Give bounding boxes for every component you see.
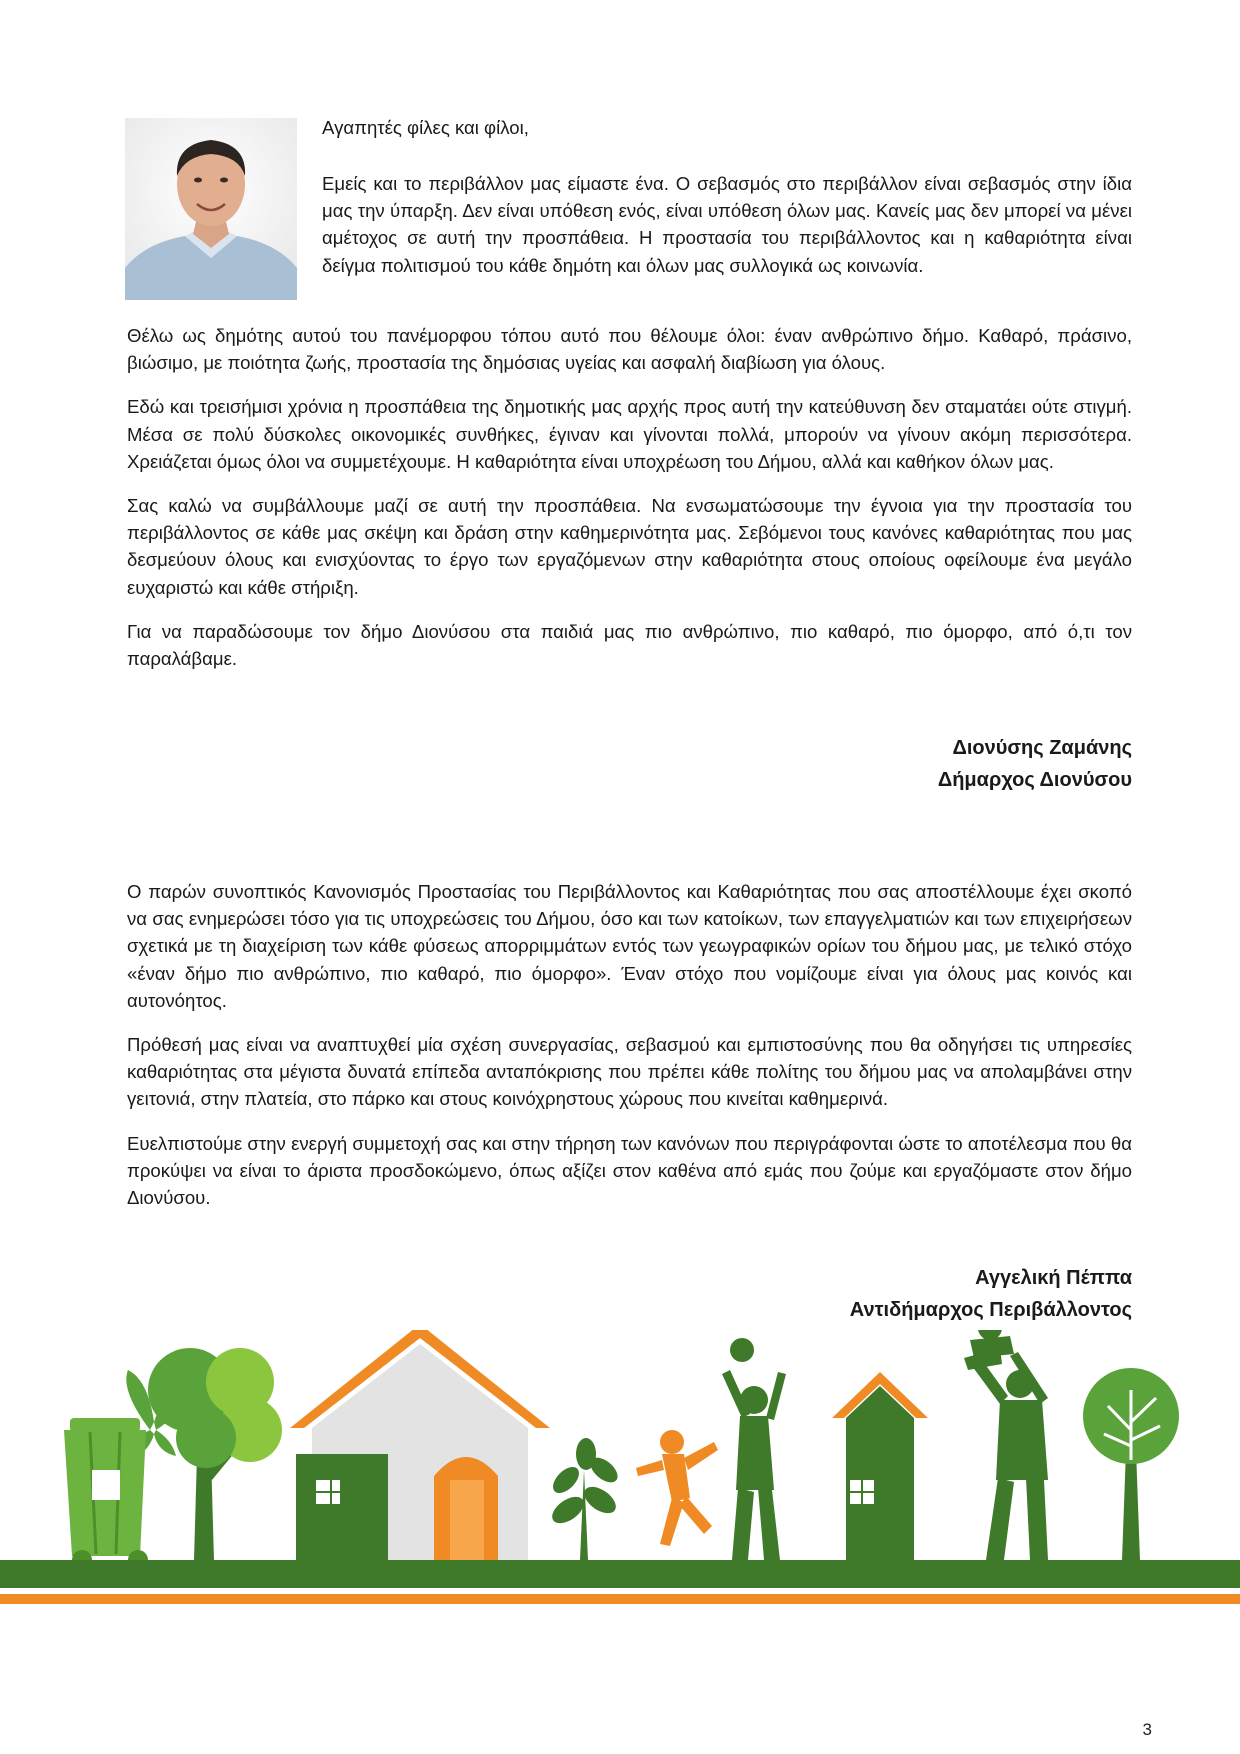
regulation-paragraph: Ευελπιστούμε στην ενεργή συμμετοχή σας και στην τήρηση των κανόνων που περιγράφονται ώστε το αποτέλεσμα που θα προκύψει να είναι το άριστα προσδοκώμενο, όπως αξίζει στον καθένα από εμάς που ζούμε και εργαζόμαστε στον δήμο Διονύσου. [127, 1132, 1132, 1209]
ground-grass [0, 1560, 1240, 1588]
letter-greeting-block [322, 114, 1132, 141]
small-house-icon [832, 1372, 928, 1560]
community-illustration [0, 1330, 1240, 1690]
family-icon [964, 1330, 1048, 1560]
ball-icon [730, 1338, 754, 1362]
recycle-bin-icon [64, 1418, 148, 1570]
letter-paragraph: Για να παραδώσουμε τον δήμο Διονύσου στα παιδιά μας πιο ανθρώπινο, πιο καθαρό, πιο όμορφο, από ό,τι τον παραλάβαμε. [127, 620, 1132, 670]
letter-greeting: Αγαπητές φίλες και φίλοι, [322, 117, 529, 138]
deputy-signature [850, 1262, 1132, 1326]
regulation-body [127, 878, 1132, 1211]
child-icon [722, 1370, 786, 1560]
letter-body [127, 322, 1132, 672]
mayor-signature [938, 732, 1132, 796]
letter-intro: Εμείς και το περιβάλλον μας είμαστε ένα. Ο σεβασμός στο περιβάλλον είναι σεβασμός στην ίδια μας την ύπαρξη. Δεν είναι υπόθεση ενός, είναι υπόθεση όλων μας. Κανείς μας δεν μπορεί να μένει αμέτοχος σε αυτή την προσπάθεια. Η προστασία του περιβάλλοντος και η καθαριότητα είναι δείγμα πολιτισμού του κάθε δημότη και όλων μας συλλογικά ως κοινωνία. [322, 173, 1132, 276]
house-icon [290, 1330, 550, 1560]
letter-paragraph: Σας καλώ να συμβάλλουμε μαζί σε αυτή την προσπάθεια. Να ενσωματώσουμε την έγνοια για την προστασία του περιβάλλοντος σε κάθε μας σκέψη και δράση στην καθημερινότητα μας. Σεβόμενοι τους κανόνες καθαριότητας που μας δεσμεύουν όλους και ενισχύοντας το έργο των εργαζόμενων στην καθαριότητα στους οποίους οφείλουμε ένα μεγάλο ευχαριστώ και κάθε στήριξη. [127, 495, 1132, 598]
page-number: 3 [1142, 1720, 1152, 1739]
letter-intro-block [322, 170, 1132, 279]
regulation-paragraph: Πρόθεσή μας είναι να αναπτυχθεί μία σχέση συνεργασίας, σεβασμού και εμπιστοσύνης που θα οδηγήσει τις υπηρεσίες καθαριότητας στα μέγιστα δυνατά επίπεδα ανταπόκρισης που πρέπει κάθε πολίτης του δήμου μας να απολαμβάνει στην γειτονιά, στην πλατεία, στο πάρκο και στους κοινόχρηστους χώρους που κινείται καθημερινά. [127, 1034, 1132, 1110]
signature-title: Δήμαρχος Διονύσου [937, 769, 1132, 791]
letter-paragraph: Εδώ και τρεισήμισι χρόνια η προσπάθεια της δημοτικής μας αρχής προς αυτή την κατεύθυνση δεν σταματάει ούτε στιγμή. Μέσα σε πολύ δύσκολες οικονομικές συνθήκες, έγιναν και γίνονται πολλά, μπορούν να γίνουν ακόμη περισσότερα. Χρειάζεται όμως όλοι να συμμετέχουμε. Η καθαριότητα είναι υποχρέωση του Δήμου, αλλά και καθήκον όλων μας. [127, 396, 1132, 472]
letter-paragraph: Θέλω ως δημότης αυτού του πανέμορφου τόπου αυτό που θέλουμε όλοι: έναν ανθρώπινο δήμο. Καθαρό, πράσινο, βιώσιμο, με ποιότητα ζωής, προστασία της δημόσιας υγείας και ασφαλή διαβίωση για όλους. [127, 325, 1132, 374]
tree-icon [1083, 1368, 1179, 1560]
regulation-paragraph: Ο παρών συνοπτικός Κανονισμός Προστασίας του Περιβάλλοντος και Καθαριότητας που σας αποστέλλουμε έχει σκοπό να σας ενημερώσει τόσο για τις υποχρεώσεις του Δήμου, όσο και των κατοίκων, των επαγγελματιών και των επιχειρήσεων σχετικά με τη διαχείριση των κάθε φύσεως απορριμμάτων εντός των γεωγραφικών ορίων του δήμου μας, με τελικό στόχο «έναν δήμο πιο ανθρώπινο, πιο καθαρό, πιο όμορφο». Έναν στόχο που νομίζουμε είναι για όλους μας κοινός και αυτονόητος. [127, 881, 1132, 1011]
signature-title: Αντιδήμαρχος Περιβάλλοντος [849, 1299, 1132, 1321]
plant-icon [548, 1438, 623, 1560]
signature-name: Αγγελική Πέππα [975, 1267, 1132, 1289]
signature-name: Διονύσης Ζαμάνης [952, 737, 1132, 759]
tree-icon [148, 1348, 282, 1560]
child-running-icon [636, 1430, 718, 1546]
ground-stripe [0, 1594, 1240, 1604]
mayor-portrait [125, 118, 297, 300]
